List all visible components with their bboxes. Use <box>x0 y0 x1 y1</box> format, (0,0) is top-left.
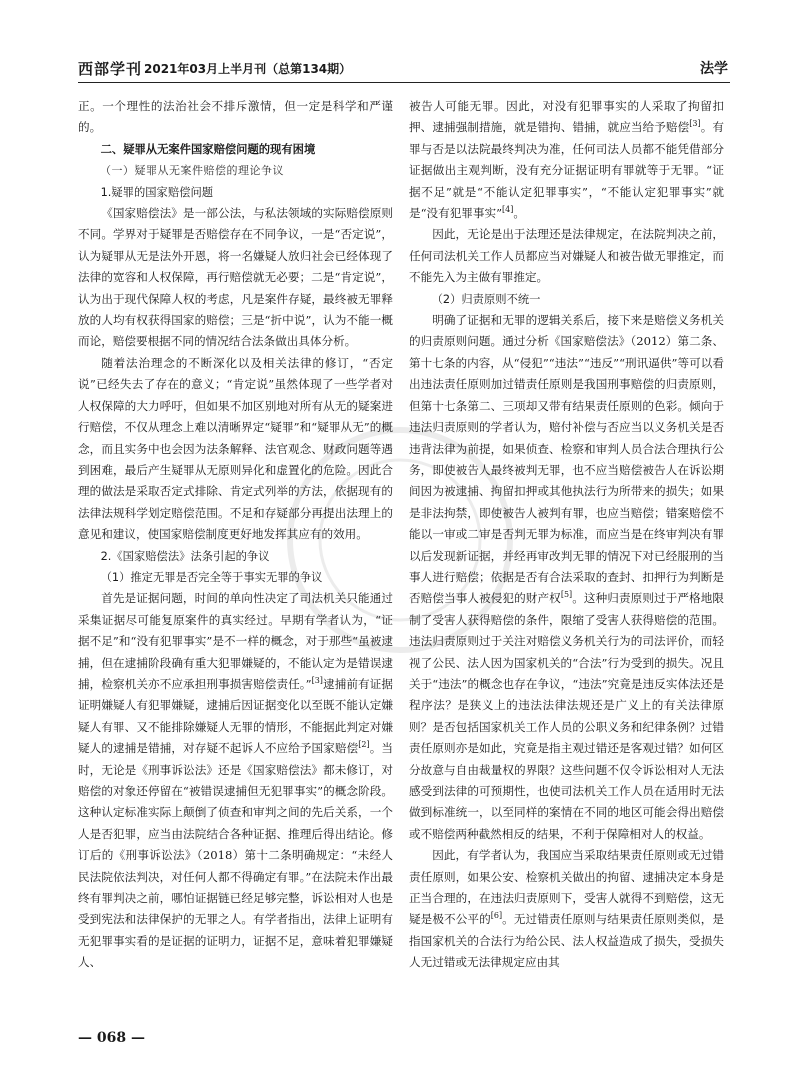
citation-marker: [2] <box>358 740 370 750</box>
paragraph-text: （1）推定无罪是否完全等于事实无罪的争议 <box>100 570 323 584</box>
sub-subsection-heading <box>78 567 393 588</box>
body-paragraph <box>409 310 724 845</box>
paragraph-text: （一）疑罪从无案件赔偿的理论争议 <box>100 164 284 178</box>
sub-subsection-heading <box>409 289 724 310</box>
paragraph-text: 被告人可能无罪。因此，对没有犯罪事实的人采取了拘留扣押、逮捕强制措施，就是错拘、错捕，就应当给予赔偿 <box>409 99 724 135</box>
paragraph-text: 。这种归责原则过于严格地限制了受害人获得赔偿的条件，限缩了受害人获得赔偿的范围。违法归责原则过于关注对赔偿义务机关行为的司法评价，而轻视了公民、法人因为国家机关的“合法”行为受到的损失。况且关于“违法”的概念也存在争议，“违法”究竟是违反实体法还是程序法？是狭义上的违法法律法规还是广义上的有关法律原则？是否包括国家机关工作人员的公职义务和纪律条例？过错责任原则亦是如此，究竟是指主观过错还是客观过错？如何区分故意与自由裁量权的界限？这些问题不仅令诉讼相对人无法感受到法律的可预期性，也使司法机关工作人员在适用时无法做到标准统一，以至同样的案情在不同的地区可能会得出赔偿或不赔偿两种截然相反的结果，不利于保障相对人的权益。 <box>409 591 724 841</box>
paragraph-text: （2）归责原则不统一 <box>431 292 541 306</box>
left-column <box>78 96 393 974</box>
section-tag: 法学 <box>700 61 728 77</box>
paragraph-text: 因此，无论是出于法理还是法律规定，在法院判决之前，任何司法机关工作人员都应当对嫌疑人和被告做无罪推定，而不能先入为主做有罪推定。 <box>409 227 724 285</box>
paragraph-text: 随着法治理念的不断深化以及相关法律的修订，“否定说”已经失去了存在的意义；“肯定说”虽然体现了一些学者对人权保障的大力呼吁，但如果不加区别地对所有从无的疑案进行赔偿，不仅从理念上难以清晰界定“疑罪”和“疑罪从无”的概念，而且实务中也会因为法条解释、法官观念、财政问题等遇到困难，最后产生疑罪从无原则异化和虚置化的危险。因此合理的做法是采取否定式排除、肯定式列举的方法，依据现有的法律法规科学划定赔偿范围。不足和存疑部分再提出法理上的意见和建议，使国家赔偿制度更好地发挥其应有的效用。 <box>78 355 393 542</box>
issue-info: 2021年03月上半月刊（总第134期） <box>144 62 352 76</box>
paragraph-text: 因此，有学者认为，我国应当采取结果责任原则或无过错责任原则，如果公安、检察机关做出的拘留、逮捕决定本身是正当合理的，在违法归责原则下，受害人就得不到赔偿，这无疑是极不公平的 <box>409 848 724 927</box>
paragraph-text: 二、疑罪从无案件国家赔偿问题的现有困境 <box>100 142 316 156</box>
paragraph-text: 。 <box>513 206 525 221</box>
paragraph-text: 逮捕前有证据证明嫌疑人有犯罪嫌疑，逮捕后因证据变化以至既不能认定嫌疑人有罪、又不能排除嫌疑人无罪的情形，不能据此判定对嫌疑人的逮捕是错捕，对存疑不起诉人不应给予国家赔偿 <box>78 676 393 756</box>
journal-logo: 西部学刊 <box>78 60 143 78</box>
citation-marker: [3] <box>689 119 701 129</box>
sub-subsection-heading <box>78 546 393 567</box>
citation-marker: [6] <box>490 911 503 921</box>
right-column <box>409 96 724 974</box>
paragraph-text: 正。一个理性的法治社会不排斥激情，但一定是科学和严谨的。 <box>78 99 393 135</box>
paragraph-text: 。无过错责任原则与结果责任原则类似，是指国家机关的合法行为给公民、法人权益造成了损失，受损失人无过错或无法律规定应由其 <box>409 912 724 970</box>
running-header <box>78 54 730 83</box>
subsection-heading <box>78 160 393 181</box>
paragraph-text: 《国家赔偿法》是一部公法，与私法领域的实际赔偿原则不同。学界对于疑罪是否赔偿存在不同争议，一是“否定说”，认为疑罪从无是法外开恩，将一名嫌疑人放归社会已经体现了法律的宽容和人权保障，再行赔偿就无必要；二是“肯定说”，认为出于现代保障人权的考虑，凡是案件存疑，最终被无罪释放的人均有权获得国家的赔偿；三是“折中说”，认为不能一概而论，赔偿要根据不同的情况结合法条做出具体分析。 <box>78 206 393 349</box>
sub-subsection-heading <box>78 182 393 203</box>
section-heading <box>78 139 393 160</box>
paragraph-text: 首先是证据问题，时间的单向性决定了司法机关只能通过采集证据尽可能复原案件的真实经过。早期有学者认为，“证据不足”和“没有犯罪事实”是不一样的概念，对于那些“虽被逮捕，但在逮捕阶段确有重大犯罪嫌疑的，不能认定为是错误逮捕，检察机关亦不应承担刑事损害赔偿责任。” <box>78 591 393 691</box>
paragraph-text: 。有罪与否是以法院最终判决为准，任何司法人员都不能凭借部分证据做出主观判断，没有充分证据证明有罪就等于无罪。“证据不足”就是“不能认定犯罪事实”，“不能认定犯罪事实”就是“没有犯罪事实” <box>409 120 724 221</box>
citation-marker: [5] <box>560 590 573 600</box>
paragraph-text: 1.疑罪的国家赔偿问题 <box>100 185 214 199</box>
paragraph-text: 明确了证据和无罪的逻辑关系后，接下来是赔偿义务机关的归责原则问题。通过分析《国家赔偿法》（2012）第二条、第十七条的内容，从“侵犯”“违法”“违反”“刑讯逼供”等可以看出违法责任原则加过错责任原则是我国刑事赔偿的归责原则，但第十七条第二、三项却又带有结果责任原则的色彩。倾向于违法归责原则的学者认为，赔付补偿与否应当以义务机关是否违背法律为前提，如果侦查、检察和审判人员合法合理执行公务，即使被告人最终被判无罪，也不应当赔偿被告人在诉讼期间因为被逮捕、拘留扣押或其他执法行为所带来的损失；如果是非法拘禁，即使被告人被判有罪，也应当赔偿；错案赔偿不能以一审或二审是否判无罪为标准，而应当是在终审判决有罪以后发现新证据，并经再审改判无罪的情况下对已经服刑的当事人进行赔偿；依据是否有合法采取的查封、扣押行为判断是否赔偿当事人被侵犯的财产权 <box>409 313 724 606</box>
body-paragraph <box>78 353 393 546</box>
body-paragraph <box>409 224 724 288</box>
paragraph-text: 2.《国家赔偿法》法条引起的争议 <box>100 549 270 563</box>
page-number: — 068 — <box>78 1030 145 1046</box>
body-paragraph <box>78 588 393 973</box>
body-paragraph <box>409 96 724 224</box>
body-paragraph <box>409 845 724 973</box>
body-paragraph <box>78 96 393 139</box>
citation-marker: [4] <box>502 205 514 215</box>
body-paragraph <box>78 203 393 353</box>
paragraph-text: 。当时，无论是《刑事诉讼法》还是《国家赔偿法》都未修订，对赔偿的对象还停留在“被错误逮捕但无犯罪事实”的概念阶段。这种认定标准实际上颠倒了侦查和审判之间的先后关系，一个人是否犯罪，应当由法院结合各种证据、推理后得出结论。修订后的《刑事诉讼法》（2018）第十二条明确规定：“未经人民法院依法判决，对任何人都不得确定有罪。”在法院未作出最终有罪判决之前，哪怕证据链已经足够完整，诉讼相对人也是受到宪法和法律保护的无罪之人。有学者指出，法律上证明有无犯罪事实看的是证据的证明力，证据不足，意味着犯罪嫌疑人、 <box>78 741 393 970</box>
citation-marker: [3] <box>311 676 323 686</box>
